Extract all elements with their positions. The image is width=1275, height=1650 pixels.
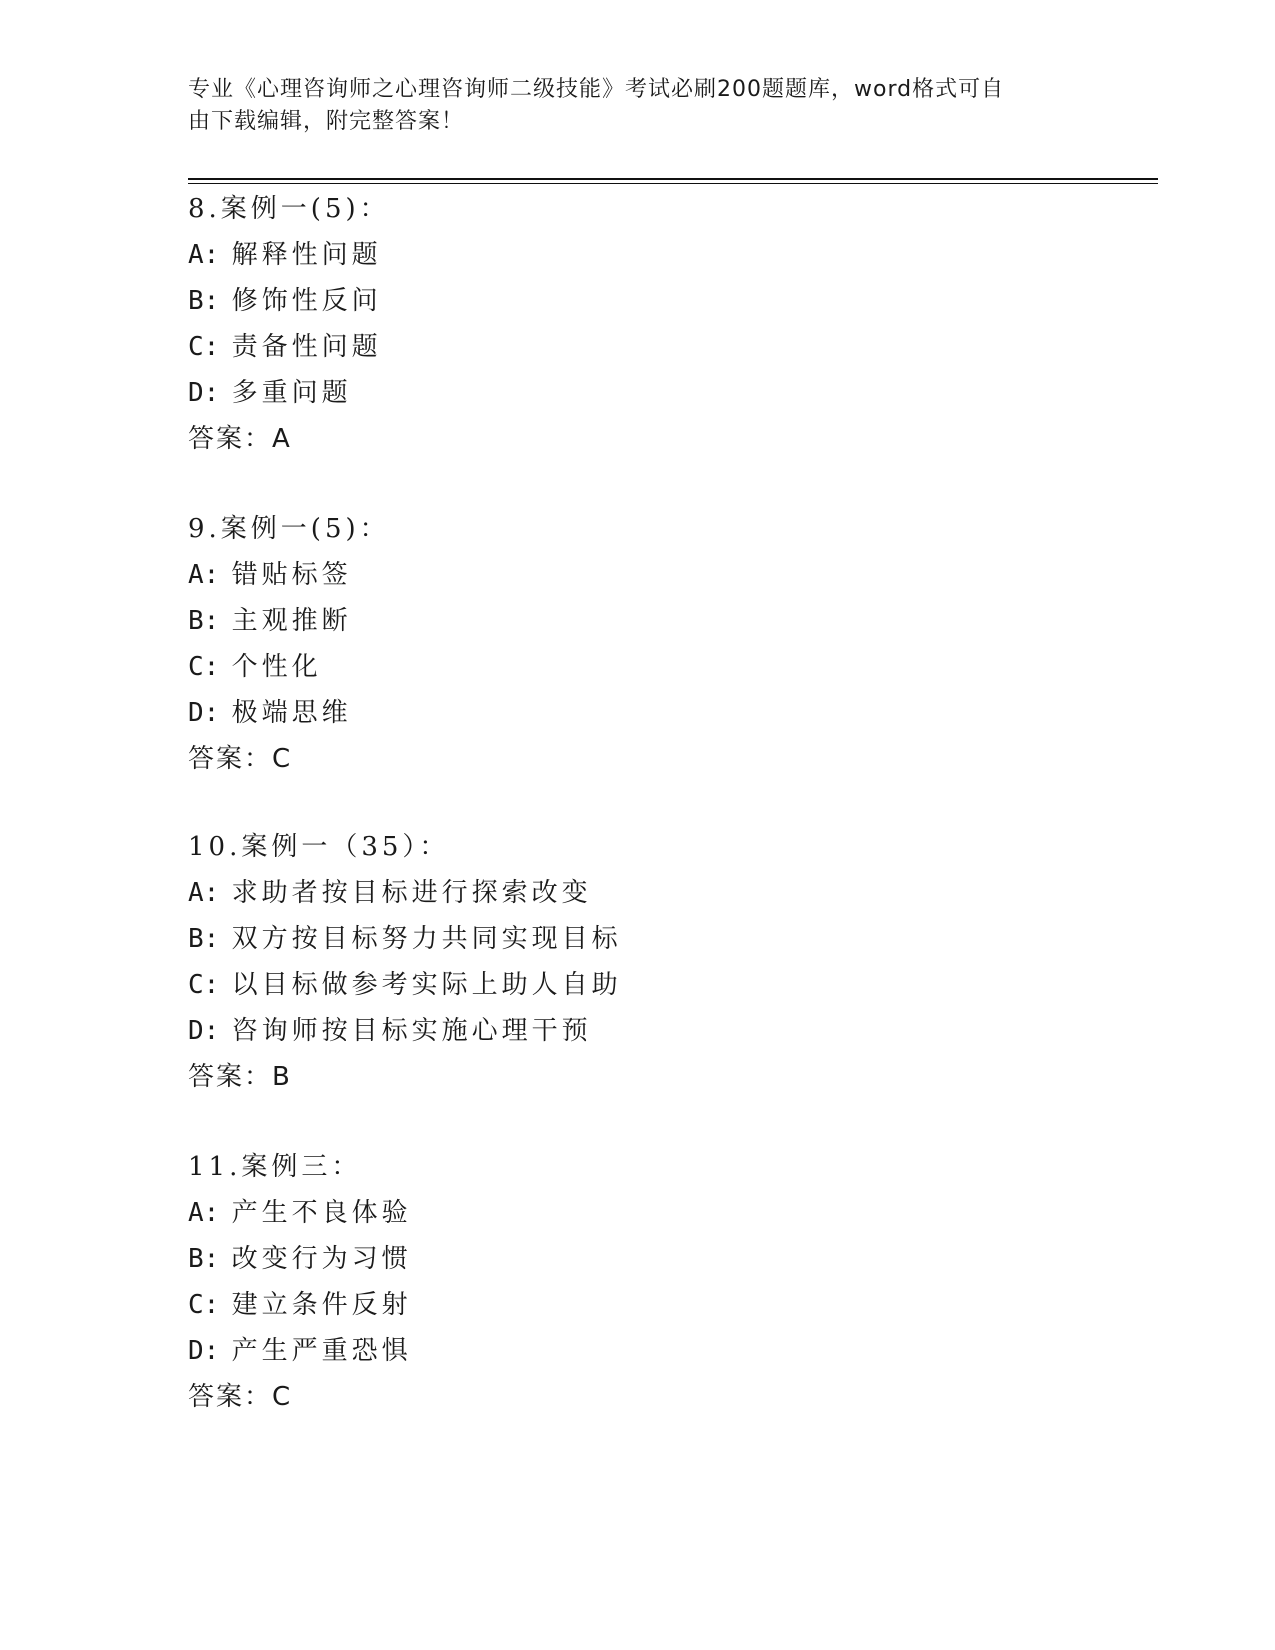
option-key: C: <box>188 332 220 362</box>
option-text: 个性化 <box>231 652 322 682</box>
option-key: A: <box>188 240 220 270</box>
option-text: 产生严重恐惧 <box>231 1336 412 1366</box>
header-divider-thin <box>188 183 1158 184</box>
option-key: C: <box>188 652 220 682</box>
question-title: 10.案例一（35）： <box>188 832 450 862</box>
question-block <box>188 1144 1088 1420</box>
option-text: 求助者按目标进行探索改变 <box>231 878 592 908</box>
option-a <box>188 232 1088 278</box>
option-a <box>188 552 1088 598</box>
option-b <box>188 598 1088 644</box>
option-text: 极端思维 <box>231 698 352 728</box>
option-d <box>188 370 1088 416</box>
option-text: 错贴标签 <box>231 560 352 590</box>
question-title: 8.案例一(5)： <box>188 194 390 224</box>
option-key: D: <box>188 698 220 728</box>
question-block <box>188 506 1088 782</box>
option-text: 修饰性反问 <box>231 286 382 316</box>
option-key: A: <box>188 560 220 590</box>
option-text: 多重问题 <box>231 378 352 408</box>
option-d <box>188 1008 1088 1054</box>
option-text: 改变行为习惯 <box>231 1244 412 1274</box>
option-key: D: <box>188 1016 220 1046</box>
option-c <box>188 644 1088 690</box>
question-title: 11.案例三： <box>188 1152 362 1182</box>
answer-line: 答案：C <box>188 1382 293 1412</box>
answer-line: 答案：B <box>188 1062 292 1092</box>
question-block <box>188 824 1088 1100</box>
option-key: C: <box>188 970 220 1000</box>
option-b <box>188 278 1088 324</box>
option-text: 责备性问题 <box>231 332 382 362</box>
option-key: A: <box>188 1198 220 1228</box>
option-text: 建立条件反射 <box>231 1290 412 1320</box>
option-key: D: <box>188 378 220 408</box>
option-c <box>188 962 1088 1008</box>
option-c <box>188 324 1088 370</box>
option-key: B: <box>188 924 220 954</box>
option-text: 主观推断 <box>231 606 352 636</box>
answer-line: 答案：A <box>188 424 292 454</box>
option-a <box>188 1190 1088 1236</box>
option-key: B: <box>188 1244 220 1274</box>
option-d <box>188 690 1088 736</box>
question-title: 9.案例一(5)： <box>188 514 390 544</box>
option-text: 双方按目标努力共同实现目标 <box>231 924 622 954</box>
option-text: 咨询师按目标实施心理干预 <box>231 1016 592 1046</box>
answer-line: 答案：C <box>188 744 293 774</box>
option-b <box>188 916 1088 962</box>
option-a <box>188 870 1088 916</box>
option-c <box>188 1282 1088 1328</box>
header-divider-thick <box>188 178 1158 180</box>
option-d <box>188 1328 1088 1374</box>
header-line-1: 专业《心理咨询师之心理咨询师二级技能》考试必刷200题题库，word格式可自 <box>188 77 1005 102</box>
document-header <box>188 74 1068 138</box>
header-line-2: 由下载编辑，附完整答案！ <box>188 109 465 134</box>
option-key: B: <box>188 286 220 316</box>
option-key: D: <box>188 1336 220 1366</box>
option-text: 解释性问题 <box>231 240 382 270</box>
option-key: C: <box>188 1290 220 1320</box>
option-key: B: <box>188 606 220 636</box>
question-block <box>188 186 1088 462</box>
option-b <box>188 1236 1088 1282</box>
option-text: 以目标做参考实际上助人自助 <box>231 970 622 1000</box>
option-key: A: <box>188 878 220 908</box>
option-text: 产生不良体验 <box>231 1198 412 1228</box>
